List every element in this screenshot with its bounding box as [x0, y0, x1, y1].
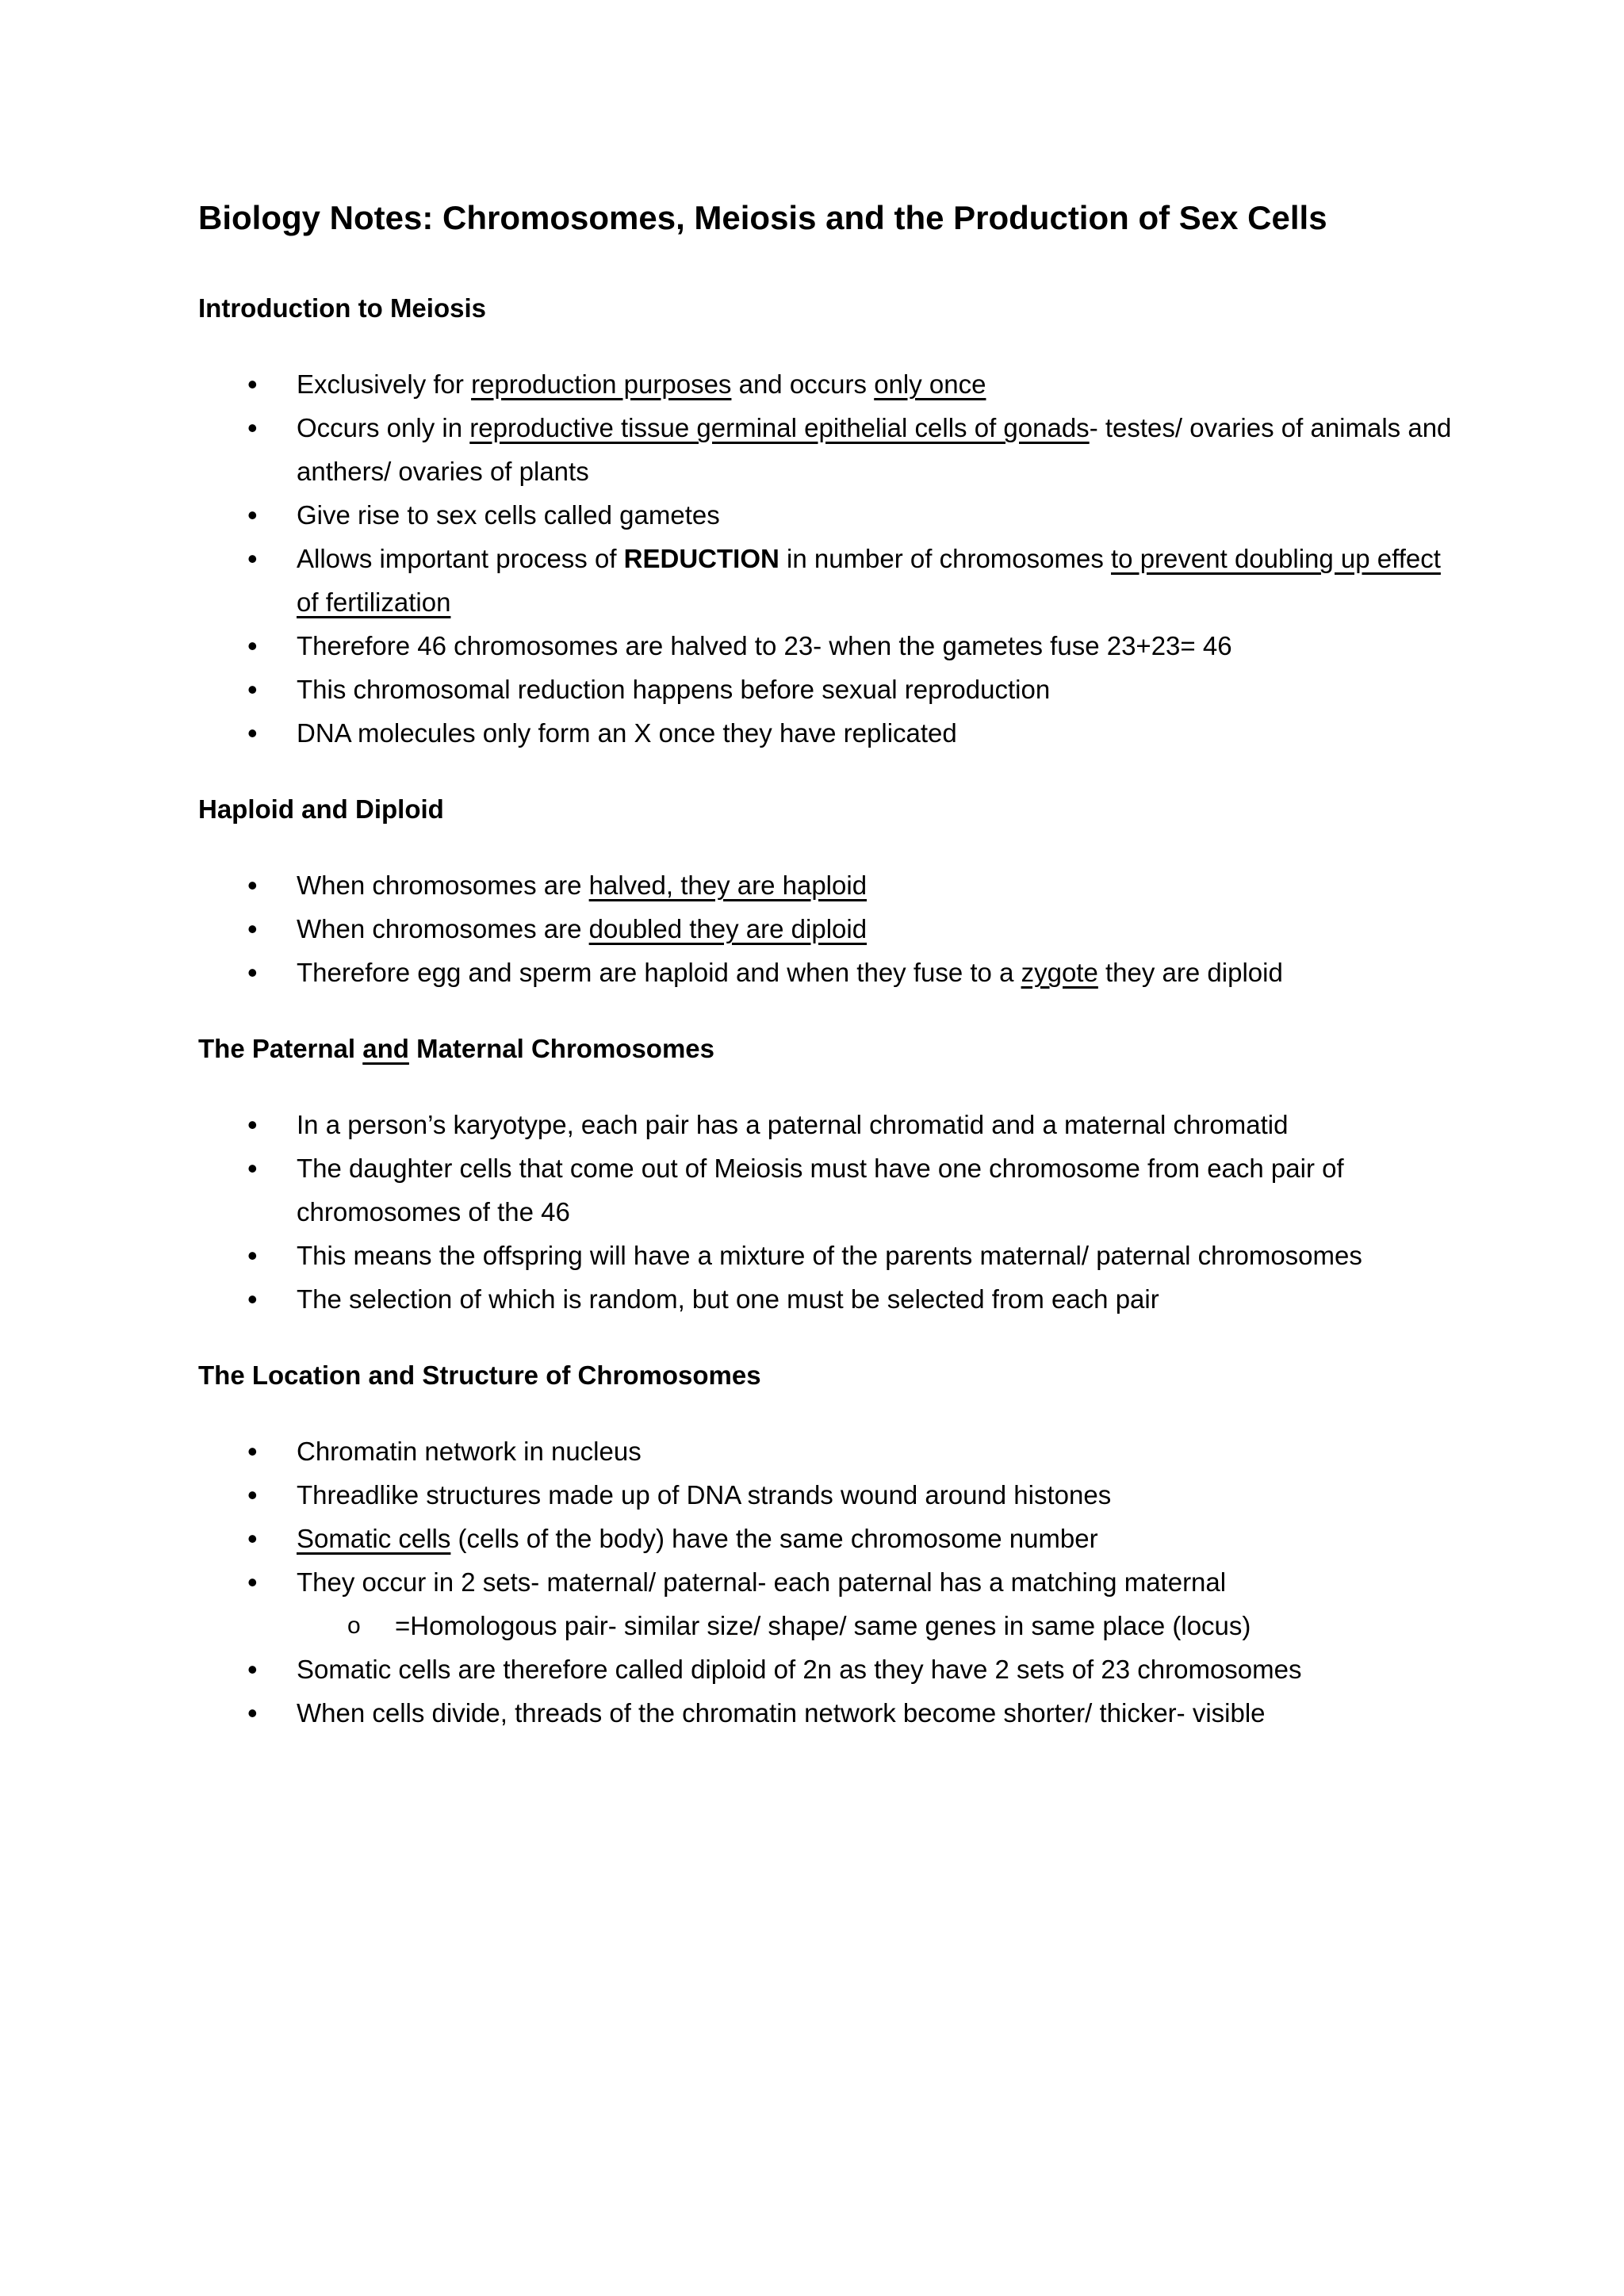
text-run: Therefore egg and sperm are haploid and when they fuse to a — [297, 958, 1021, 988]
text-run: They occur in 2 sets- maternal/ paternal- each paternal has a matching maternal — [297, 1567, 1227, 1597]
section-heading: Introduction to Meiosis — [198, 293, 486, 323]
text-run: Exclusively for — [297, 369, 472, 400]
list-item — [198, 907, 1467, 951]
list-item — [198, 1429, 1467, 1473]
text-run: When chromosomes are — [297, 914, 589, 944]
underlined-text: and — [362, 1034, 409, 1064]
text-run: Chromatin network in nucleus — [297, 1436, 642, 1466]
text-run: This means the offspring will have a mixture of the parents maternal/ paternal chromosomes — [297, 1241, 1362, 1271]
text-run: DNA molecules only form an X once they have replicated — [297, 718, 957, 748]
section-heading: Haploid and Diploid — [198, 794, 444, 825]
list-item — [198, 1146, 1467, 1234]
text-run: Threadlike structures made up of DNA strands wound around histones — [297, 1479, 1112, 1510]
list-item — [198, 863, 1467, 907]
underlined-text: doubled they are diploid — [588, 914, 868, 944]
list-item — [198, 1473, 1467, 1517]
text-run: Give rise to sex cells called gametes — [297, 500, 720, 530]
text-run: - testes/ ovaries of animals and anthers/ ovaries of plants — [297, 413, 1452, 487]
text-run: Maternal Chromosomes — [408, 1034, 714, 1064]
underlined-text: reproductive tissue germinal epithelial cells of gonads — [469, 413, 1090, 443]
underlined-text: only once — [874, 369, 986, 400]
list-item — [198, 1517, 1467, 1560]
bold-text: REDUCTION — [623, 544, 779, 574]
text-run: and occurs — [731, 369, 875, 400]
text-run: (cells of the body) have the same chromosome number — [450, 1523, 1098, 1553]
underlined-text: reproduction purposes — [471, 369, 732, 400]
text-run: Occurs only in — [297, 413, 470, 443]
list-item — [198, 1277, 1467, 1321]
list-item — [198, 668, 1467, 711]
list-item — [198, 1103, 1467, 1146]
underlined-text: zygote — [1021, 958, 1098, 988]
text-run: The Paternal — [198, 1034, 363, 1064]
text-run: When cells divide, threads of the chromatin network become shorter/ thicker- visible — [297, 1697, 1266, 1728]
text-run: in number of chromosomes — [779, 544, 1112, 574]
list-item — [198, 951, 1467, 994]
list-item — [198, 624, 1467, 668]
list-item — [198, 1691, 1467, 1735]
list-item — [198, 1647, 1467, 1691]
text-run: When chromosomes are — [297, 871, 589, 901]
underlined-text: to prevent doubling up effect of fertilization — [297, 544, 1441, 618]
document-body — [198, 292, 1467, 1735]
list-item — [198, 362, 1467, 406]
text-run: they are diploid — [1097, 958, 1283, 988]
text-run: The selection of which is random, but one must be selected from each pair — [297, 1284, 1159, 1314]
text-run: Allows important process of — [297, 544, 624, 574]
list-item — [198, 406, 1467, 493]
section-heading — [198, 1032, 1467, 1066]
text-run: Therefore 46 chromosomes are halved to 23- when the gametes fuse 23+23= 46 — [297, 631, 1232, 661]
text-run: The daughter cells that come out of Meiosis must have one chromosome from each pair of chromosomes of the 46 — [297, 1154, 1344, 1227]
text-run: =Homologous pair- similar size/ shape/ same genes in same place (locus) — [395, 1610, 1251, 1640]
list-item — [198, 1234, 1467, 1277]
text-run: This chromosomal reduction happens before sexual reproduction — [297, 675, 1051, 705]
document-title: Biology Notes: Chromosomes, Meiosis and the Production of Sex Cells — [198, 199, 1327, 236]
text-run: Somatic cells are therefore called diploid of 2n as they have 2 sets of 23 chromosomes — [297, 1654, 1302, 1684]
document-page — [198, 198, 1467, 1773]
list-item — [198, 1560, 1467, 1604]
text-run: In a person’s karyotype, each pair has a paternal chromatid and a maternal chromatid — [297, 1110, 1289, 1140]
bullet-list — [198, 863, 1467, 994]
underlined-text: halved, they are haploid — [588, 871, 868, 901]
list-item — [198, 493, 1467, 537]
bullet-list — [198, 1103, 1467, 1321]
bullet-list — [198, 1429, 1467, 1735]
sub-list-item — [198, 1604, 1467, 1647]
section-heading: The Location and Structure of Chromosomes — [198, 1360, 761, 1391]
list-item — [198, 711, 1467, 755]
list-item — [198, 537, 1467, 624]
bullet-list — [198, 362, 1467, 755]
underlined-text: Somatic cells — [297, 1523, 451, 1553]
